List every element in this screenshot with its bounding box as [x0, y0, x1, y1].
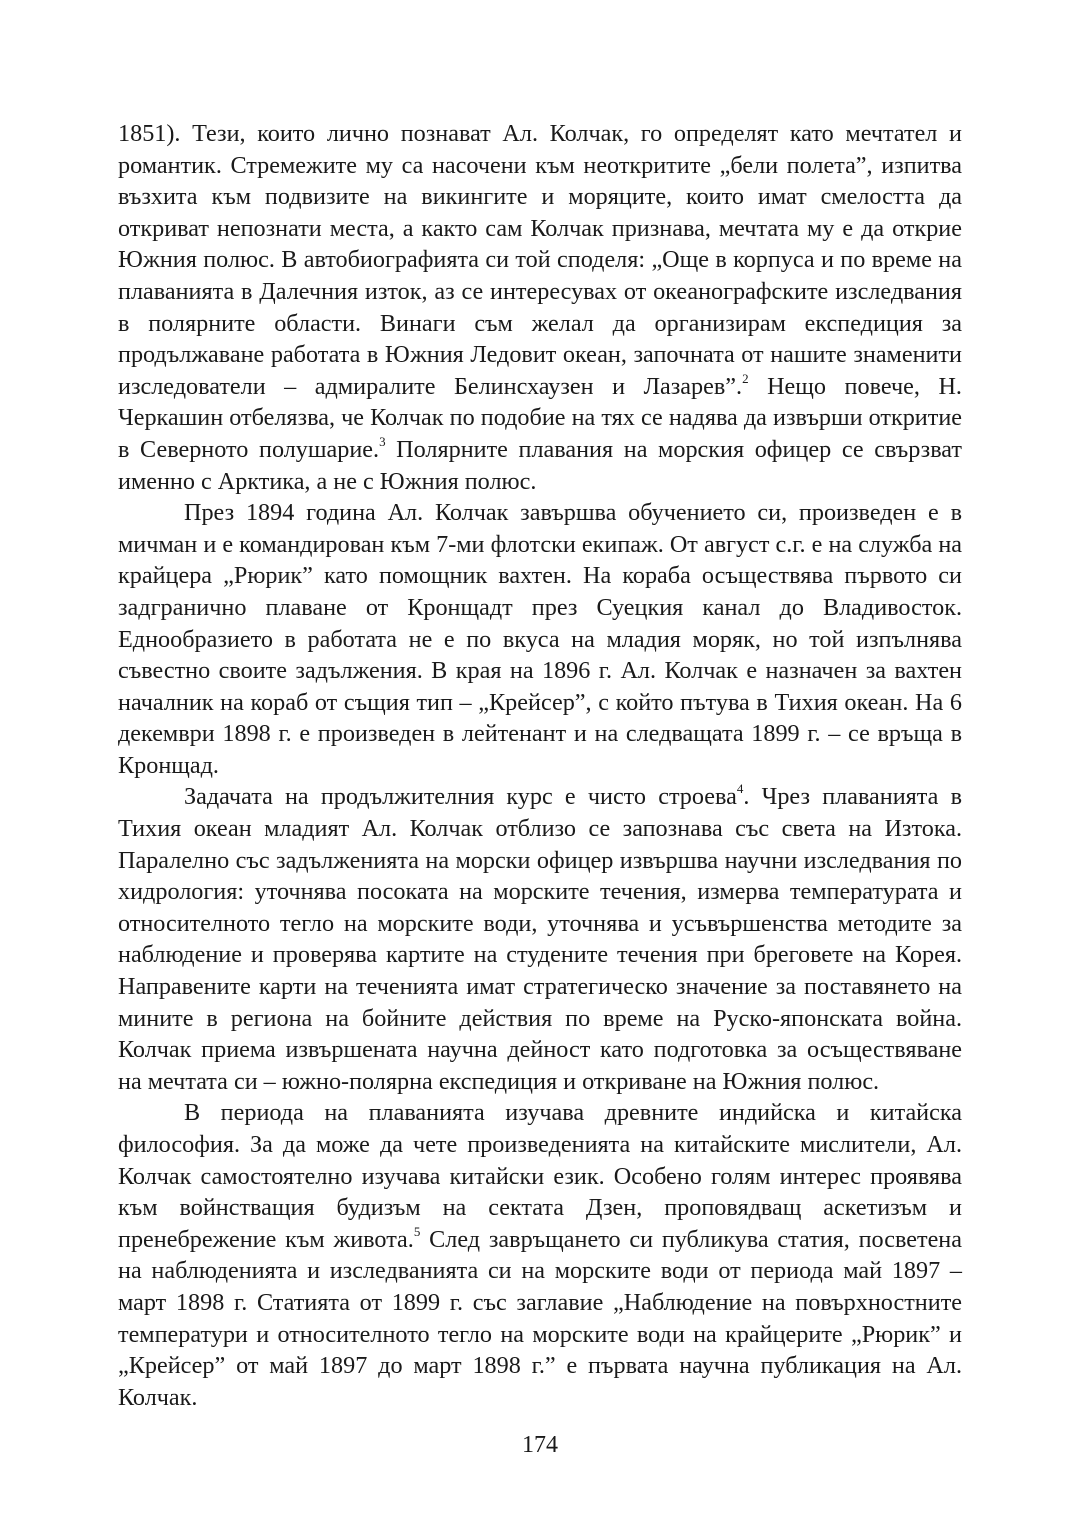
paragraph-text: Нещо повече, Н. Черкашин отбелязва, че Колчак по подобие на тях се надява да извърши откритие в Северното полушарие.	[118, 372, 962, 463]
footnote-marker: 4	[736, 781, 744, 797]
paragraph	[118, 118, 962, 497]
paragraph-text: Полярните плавания на морския офицер се свързват именно с Арктика, а не с Южния полюс.	[118, 435, 962, 495]
paragraph-text: 1851). Тези, които лично познават Ал. Колчак, го определят като мечтател и романтик. Стремежите му са насочени към неоткритите „бели полета”, изпитва възхита към подвизите на викингите и моряците, които имат смелостта да откриват непознати места, а както сам Колчак признава, мечтата му е да открие Южния полюс. В автобиографията си той споделя: „Още в корпуса и по време на плаванията в Далечния изток, аз се интересувах от океанографските изследвания в полярните области. Винаги съм желал да организирам експедиция за продължаване работата в Южния Ледовит океан, започната от нашите знаменити изследователи – адмиралите Белинсхаузен и Лазарев”.	[118, 120, 962, 400]
paragraph	[118, 497, 962, 781]
paragraph	[118, 781, 962, 1097]
paragraph	[118, 1097, 962, 1413]
footnote-marker: 5	[413, 1223, 421, 1239]
paragraph-text: . Чрез плаванията в Тихия океан младият Ал. Колчак отблизо се запознава със света на Изтока. Паралелно със задълженията на морски офицер извършва научни изследвания по хидрология: уточнява посоката на морските течения, измерва температурата и относителното тегло на морските води, уточнява и усъвършенства методите за наблюдение и проверява картите на студените течения при бреговете на Корея. Направените карти на теченията имат стратегическо значение за поставянето на мините в региона на бойните действия по време на Руско-японската война. Колчак приема извършената научна дейност като подготовка за осъществяване на мечтата си – южно-полярна експедиция и откриване на Южния полюс.	[118, 783, 962, 1095]
paragraph-text: Задачата на продължителния курс е чисто строева	[184, 783, 737, 811]
page-number: 174	[522, 1432, 558, 1458]
body-text	[118, 118, 962, 1413]
paragraph-text: След завръщането си публикува статия, посветена на наблюденията и изследванията си на морските води от периода май 1897 – март 1898 г. Статията от 1899 г. със заглавие „Наблюдение на повърхностните температури и относителното тегло на морските води на крайцерите „Рюрик” и „Крейсер” от май 1897 до март 1898 г.” е първата научна публикация на Ал. Колчак.	[118, 1225, 962, 1411]
paragraph-text: През 1894 година Ал. Колчак завършва обучението си, произведен е в мичман и е командирован към 7-ми флотски екипаж. От август с.г. е на служба на крайцера „Рюрик” като помощник вахтен. На кораба осъществява първото си задгранично плаване от Кронщадт през Суецкия канал до Владивосток. Еднообразието в работата не е по вкуса на младия моряк, но той изпълнява съвестно своите задължения. В края на 1896 г. Ал. Колчак е назначен за вахтен началник на кораб от същия тип – „Крейсер”, с който пътува в Тихия океан. На 6 декември 1898 г. е произведен в лейтенант и на следващата 1899 г. – се връща в Кронщад.	[118, 499, 962, 779]
footnote-marker: 2	[742, 370, 749, 386]
footnote-marker: 3	[379, 433, 386, 449]
paragraph-text: В периода на плаванията изучава древните индийска и китайска философия. За да може да чете произведенията на китайските мислители, Ал. Колчак самостоятелно изучава китайски език. Особено голям интерес проявява към войнстващия будизъм на сектата Дзен, проповядващ аскетизъм и пренебрежение към живота.	[118, 1099, 962, 1253]
